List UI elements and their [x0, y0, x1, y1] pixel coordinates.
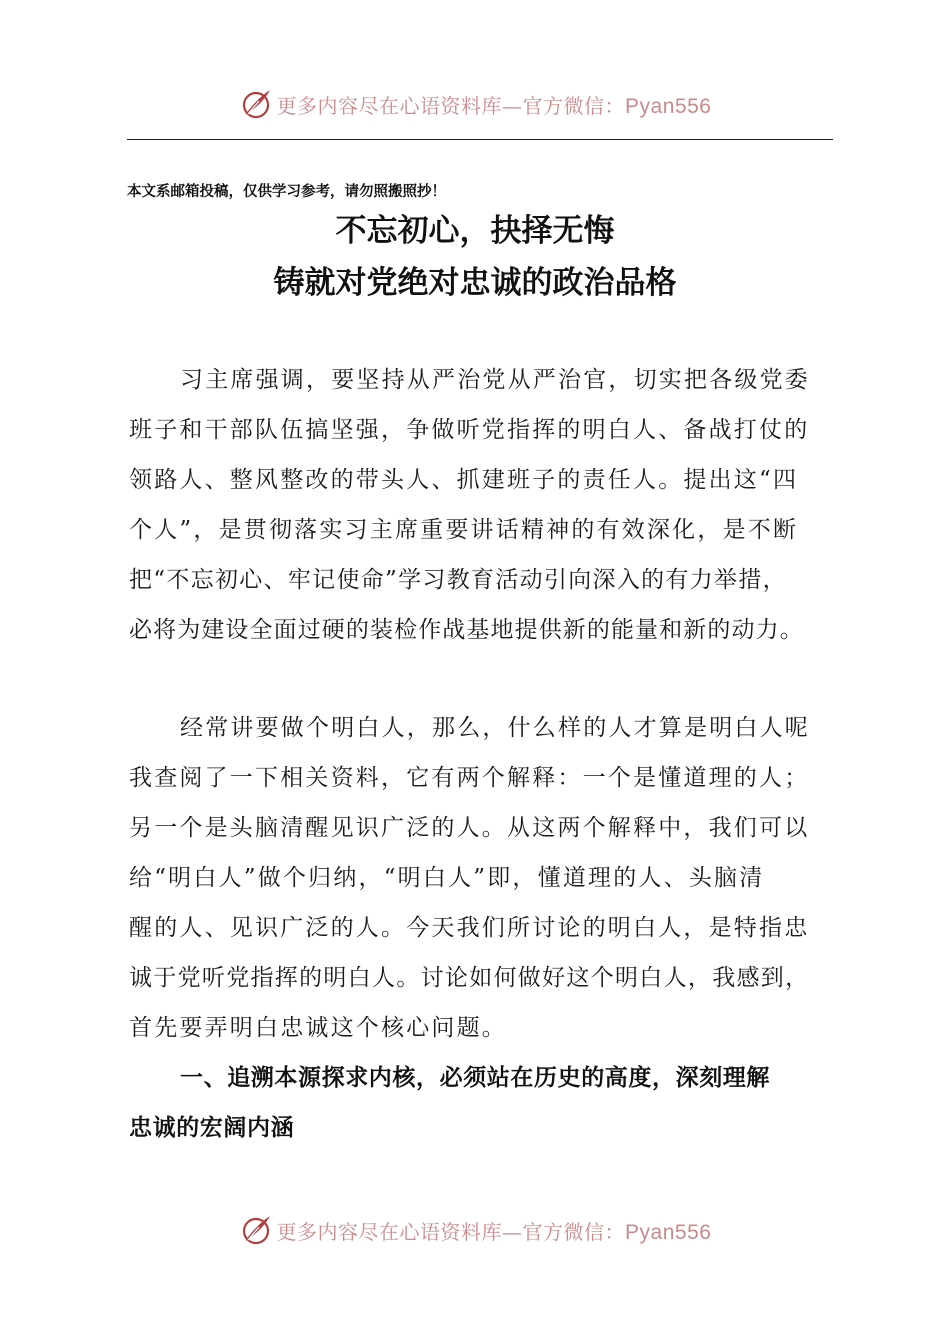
paragraph-2-line: 首先要弄明白忠诚这个核心问题。	[129, 1015, 507, 1041]
header-banner-handle: Pyan556	[625, 94, 712, 118]
section-heading-line: 忠诚的宏阔内涵	[129, 1115, 295, 1141]
quill-logo-icon	[239, 87, 273, 121]
header-banner-text	[277, 90, 712, 119]
paragraph-2-line: 经常讲要做个明白人，那么，什么样的人才算是明白人呢	[180, 715, 810, 741]
paragraph-2-line: 给“明白人”做个归纳，“明白人”即，懂道理的人、头脑清	[129, 865, 765, 891]
header-divider	[127, 139, 833, 140]
section-heading-line: 一、追溯本源探求内核，必须站在历史的高度，深刻理解	[180, 1065, 770, 1091]
paragraph-1-line: 班子和干部队伍搞坚强，争做听党指挥的明白人、备战打仗的	[129, 417, 810, 443]
title-line-2: 铸就对党绝对忠诚的政治品格	[273, 265, 677, 301]
paragraph-1-line: 把“不忘初心、牢记使命”学习教育活动引向深入的有力举措，	[129, 567, 787, 593]
paragraph-1-line: 必将为建设全面过硬的装检作战基地提供新的能量和新的动力。	[129, 617, 804, 643]
footer-banner-handle: Pyan556	[625, 1220, 712, 1244]
title-line-1: 不忘初心，抉择无悔	[335, 213, 615, 249]
footer-banner	[0, 1210, 950, 1250]
paragraph-1-line: 习主席强调，要坚持从严治党从严治官，切实把各级党委	[180, 367, 810, 393]
paragraph-1-line: 个人”，是贯彻落实习主席重要讲话精神的有效深化，是不断	[129, 517, 799, 543]
header-banner	[0, 84, 950, 124]
submission-notice: 本文系邮箱投稿，仅供学习参考，请勿照搬照抄！	[127, 183, 446, 200]
paragraph-2-line: 诚于党听党指挥的明白人。讨论如何做好这个明白人，我感到，	[129, 965, 810, 991]
paragraph-2-line: 我查阅了一下相关资料，它有两个解释：一个是懂道理的人；	[129, 765, 810, 791]
quill-logo-icon	[239, 1213, 273, 1247]
footer-banner-text	[277, 1216, 712, 1245]
header-banner-prefix: 更多内容尽在心语资料库—官方微信：	[276, 93, 626, 118]
footer-banner-prefix: 更多内容尽在心语资料库—官方微信：	[276, 1219, 626, 1244]
paragraph-2-line: 另一个是头脑清醒见识广泛的人。从这两个解释中，我们可以	[129, 815, 810, 841]
paragraph-2-line: 醒的人、见识广泛的人。今天我们所讨论的明白人，是特指忠	[129, 915, 810, 941]
paragraph-1-line: 领路人、整风整改的带头人、抓建班子的责任人。提出这“四	[129, 467, 799, 493]
